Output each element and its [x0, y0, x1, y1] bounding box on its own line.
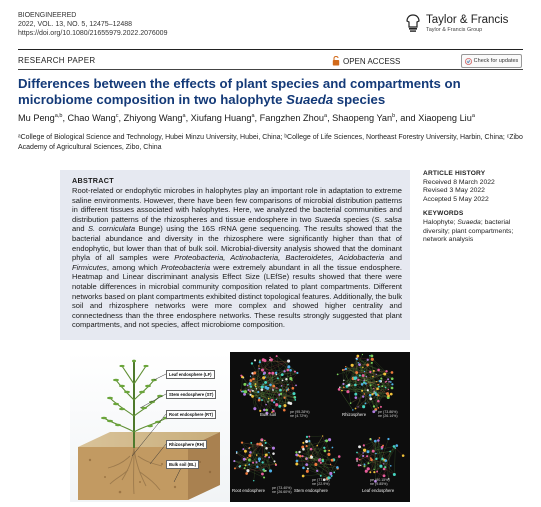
abstract-segment: Root-related or endophytic microbes in halophytes play an important role in adaptation to extreme saline environments. However, there have been few comparisons of microbial distribution patterns in different tissues associated with halophytes. Here, we analyzed the bacterial communities and distribution patterns of the rhizospheres and tissue endosphere in two [72, 186, 402, 224]
author-name[interactable]: Zhiyong Wang [124, 113, 183, 123]
author-name[interactable]: Xiaopeng Liu [418, 113, 472, 123]
network-graph [233, 438, 277, 481]
abstract-segment: were extremely abundant in all the tissue endosphere. Heatmap and Linear discriminant analysis Effect Size (LEfSe) results showed that there were notable differences in microbial community composition related to plant compartments. Different networks based on plant compartments exhibited distinct topological features. Additionally, the bulk soil and rhizosphere networks were more complex and showed higher centrality and connectedness than the three endosphere networks. These results strongly suggested that plant compartments, and not species, affect microbiome composition. [72, 263, 402, 330]
abstract-segment: species ( [340, 215, 374, 224]
network-label-stem-endosphere: Stem endosphere [294, 488, 328, 493]
title-text: Differences between the effects of plant species and compartments on microbiome composition in two halophyte [18, 76, 461, 107]
article-sidebar [423, 170, 528, 245]
title-text-end: species [333, 92, 385, 107]
network-graph [356, 437, 405, 483]
abstract-segment: S. salsa [374, 215, 402, 224]
keyword-segment: ; bacterial diversity; plant compartments; network analysis [423, 219, 513, 243]
publisher-group: Taylor & Francis Group [426, 27, 482, 33]
abstract-segment: Suaeda [314, 215, 340, 224]
root-endosphere-label: Root endosphere (RT) [166, 410, 216, 419]
check-for-updates-label: Check for updates [474, 58, 519, 64]
author-list: Mu Peng$^{a,b}$, Chao Wang$^c$, Zhiyong Wang$^a$, Xiufang Huang$^a$, Fangzhen Zhou$^a$, Shaopeng Yan$^b$, and Xiaopeng Liu$^a$ [18, 113, 528, 123]
author-affiliation-marker: a [472, 113, 475, 119]
author-affiliation-marker: c [116, 113, 119, 119]
keyword-segment: Suaeda [457, 219, 480, 226]
abstract-segment: Proteobacteria, Actinobacteria, Bacteroidetes, Acidobacteria [174, 253, 384, 262]
author-name[interactable]: Chao Wang [68, 113, 116, 123]
author-name[interactable]: Shaopeng Yan [332, 113, 392, 123]
network-stats-root-endosphere: pe (73.40%) ne (26.60%) [272, 486, 292, 495]
journal-name: BIOENGINEERED [18, 11, 167, 20]
network-stats-leaf-endosphere: pe (90.15%) ne (9.85%) [370, 478, 390, 487]
network-label-root-endosphere: Root endosphere [232, 488, 265, 493]
abstract-segment: Firmicutes [72, 263, 107, 272]
title-rule [18, 69, 523, 70]
abstract-segment: and [72, 224, 88, 233]
publisher-name: Taylor & Francis [426, 14, 508, 26]
open-lock-icon [332, 56, 340, 66]
author-affiliation-marker: b [392, 113, 395, 119]
accepted-date: Accepted 5 May 2022 [423, 196, 528, 205]
network-graph [240, 355, 298, 415]
publisher-logo[interactable] [404, 12, 528, 38]
leaf-endosphere-label: Leaf endosphere (LF) [166, 370, 215, 379]
graphical-abstract [70, 352, 410, 502]
abstract-segment: and [384, 253, 402, 262]
abstract-segment: Proteobacteria [161, 263, 210, 272]
author-name[interactable]: Mu Peng [18, 113, 55, 123]
network-graph [295, 435, 340, 481]
network-stats-stem-endosphere: pe (77.1%) ne (22.9%) [312, 478, 330, 487]
journal-citation [18, 11, 167, 38]
author-name[interactable]: Fangzhen Zhou [260, 113, 324, 123]
publisher-lamp-icon [404, 13, 422, 33]
abstract-segment: , among which [107, 263, 161, 272]
network-stats-bulk-soil: pe (95.28%) ne (4.72%) [290, 410, 310, 419]
article-title [18, 76, 518, 108]
article-history-heading: ARTICLE HISTORY [423, 170, 528, 179]
abstract-segment: S. corniculata [88, 224, 135, 233]
open-access-label: OPEN ACCESS [343, 57, 400, 66]
affiliations: ᵃCollege of Biological Science and Technology, Hubei Minzu University, Hubei, China; ᵇCollege of Life Sciences, Northeast Forestry University, Harbin, China; ᶜZibo Academy of Agricultural Sciences, Zibo, China [18, 133, 528, 153]
stem-endosphere-label: Stem endosphere (ST) [166, 390, 216, 399]
paper-type: RESEARCH PAPER [18, 56, 95, 65]
network-label-bulk-soil: Bulk soil [260, 412, 276, 417]
author-name[interactable]: Xiufang Huang [191, 113, 252, 123]
network-graph [337, 354, 394, 413]
check-for-updates-button[interactable] [461, 54, 522, 68]
keyword-segment: Halophyte; [423, 219, 457, 226]
author-affiliation-marker: a [251, 113, 254, 119]
title-genus: Suaeda [286, 92, 333, 107]
crossmark-icon [465, 58, 472, 65]
network-stats-rhizosphere: pe (73.86%) ne (26.14%) [378, 410, 398, 419]
author-affiliation-marker: a,b [55, 113, 63, 119]
received-date: Received 8 March 2022 [423, 179, 528, 188]
author-affiliation-marker: a [324, 113, 327, 119]
network-label-rhizosphere: Rhizosphere [342, 412, 366, 417]
keywords-list [423, 219, 528, 245]
abstract-text [72, 186, 402, 330]
network-panels [230, 352, 410, 502]
network-label-leaf-endosphere: Leaf endosphere [362, 488, 394, 493]
abstract-box [60, 170, 410, 340]
journal-issue: 2022, VOL. 13, NO. 5, 12475–12488 [18, 20, 167, 29]
rhizosphere-label: Rhizosphere (RH) [166, 440, 207, 449]
abstract-heading: ABSTRACT [72, 176, 114, 185]
keywords-heading: KEYWORDS [423, 210, 528, 219]
plant-compartment-illustration [70, 352, 230, 502]
doi-link[interactable]: https://doi.org/10.1080/21655979.2022.2076009 [18, 29, 167, 38]
author-affiliation-marker: a [183, 113, 186, 119]
abstract-segment: Bunge) using the 16S rRNA gene sequencing. The results showed that the bacterial abundance and diversity in the rhizosphere were significantly higher than that of endophytic, but lower than that of bulk soil. Microbial-diversity analysis showed that the dominant phyla of all samples were [72, 224, 402, 262]
bulk-soil-label: Bulk soil (BL) [166, 460, 199, 469]
revised-date: Revised 3 May 2022 [423, 187, 528, 196]
open-access-badge [332, 56, 400, 66]
header-rule [18, 49, 523, 50]
